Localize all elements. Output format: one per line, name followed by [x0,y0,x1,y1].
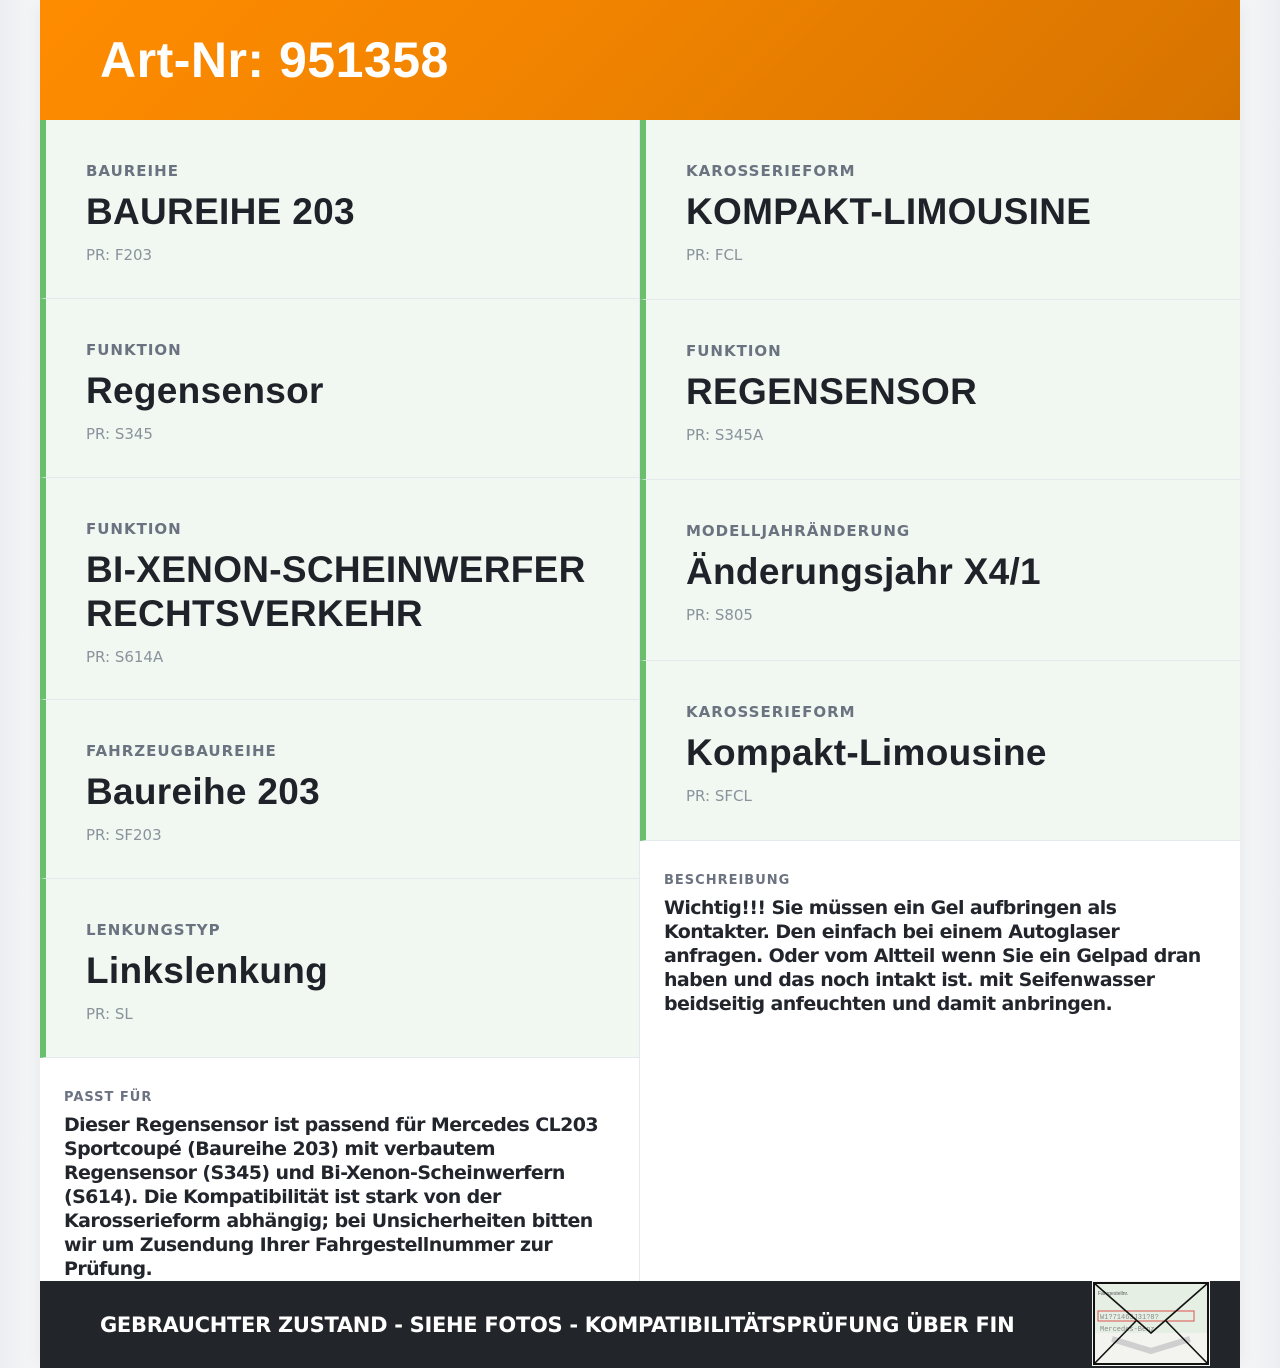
spec-card-karosserieform [640,120,1240,300]
spec-label: FAHRZEUGBAUREIHE [86,742,277,761]
right-column [640,120,1240,1281]
fits-section [40,1058,639,1281]
left-column [40,120,640,1281]
spec-card-funktion-regensensor [40,299,639,478]
spec-pr-code: PR: F203 [86,246,153,264]
spec-label: FUNKTION [686,342,782,360]
spec-pr-code: PR: SF203 [86,826,162,845]
spec-pr-code: PR: S805 [686,606,753,624]
spec-label: MODELLJAHRÄNDERUNG [686,522,911,540]
spec-value: KOMPAKT-LIMOUSINE [686,191,1092,232]
spec-label: KAROSSERIEFORM [686,703,856,721]
spec-card-modelljahraenderung [640,480,1240,661]
spec-pr-code: PR: SFCL [686,787,752,805]
spec-value: Baureihe 203 [86,771,320,813]
spec-card-fahrzeugbaureihe [40,700,639,879]
spec-card-funktion-regensensor-a [640,300,1240,480]
spec-card-baureihe [40,120,639,299]
spec-pr-code: PR: FCL [686,246,743,264]
spec-pr-code: PR: S614A [86,647,164,666]
spec-card-karosserieform-s [640,661,1240,841]
envelope-vin-icon [1092,1281,1210,1366]
spec-value: Linkslenkung [86,950,329,992]
svg-text:W1?71463J31?8?: W1?71463J31?8? [1100,1314,1159,1322]
spec-pr-code: PR: S345 [86,424,153,443]
article-number-title: Art-Nr: 951358 [100,32,449,88]
spec-value: Regensensor [86,369,324,411]
spec-label: LENKUNGSTYP [86,921,221,940]
spec-value: Kompakt-Limousine [686,732,1047,773]
spec-pr-code: PR: S345A [686,426,764,444]
condition-note: GEBRAUCHTER ZUSTAND - SIEHE FOTOS - KOMPATIBILITÄTSPRÜFUNG ÜBER FIN [100,1312,1015,1337]
svg-text:Mercedes-Benz: Mercedes-Benz [1100,1326,1155,1334]
vin-envelope-thumbnail[interactable] [1092,1281,1210,1366]
spec-label: FUNKTION [86,519,182,538]
spec-label: FUNKTION [86,340,182,359]
spec-value: BAUREIHE 203 [86,191,355,232]
footer-banner [40,1281,1240,1368]
spec-card-funktion-xenon [40,478,639,701]
fits-label: PASST FÜR [64,1090,153,1106]
product-sheet [40,0,1240,1368]
description-section [640,841,1240,1016]
spec-card-lenkungstyp [40,879,639,1058]
header-banner [40,0,1240,120]
description-text: Wichtig!!! Sie müssen ein Gel aufbringen als Kontakter. Den einfach bei einem Autoglaser anfragen. Oder vom Altteil wenn Sie ein Gelpad dran haben und das noch intakt ist. mit Seifenwasser beidseitig anfeuchten und damit anbringen. [664,897,1201,1015]
spec-label: BAUREIHE [86,162,179,180]
fits-text: Dieser Regensensor ist passend für Mercedes CL203 Sportcoupé (Baureihe 203) mit verbautem Regensensor (S345) und Bi-Xenon-Scheinwerfern (S614). Die Kompatibilität ist stark von der Karosserieform abhängig; bei Unsicherheiten bitten wir um Zusendung Ihrer Fahrgestellnummer zur Prüfung. [64,1114,598,1281]
spec-columns [40,120,1240,1281]
spec-value: BI-XENON-SCHEINWERFER RECHTSVERKEHR [86,548,586,634]
spec-value: REGENSENSOR [686,371,978,412]
spec-value: Änderungsjahr X4/1 [686,551,1041,592]
description-label: BESCHREIBUNG [664,873,791,888]
spec-pr-code: PR: SL [86,1005,133,1024]
svg-text:Fahrgestellnr.: Fahrgestellnr. [1098,1291,1129,1297]
spec-label: KAROSSERIEFORM [686,162,856,180]
